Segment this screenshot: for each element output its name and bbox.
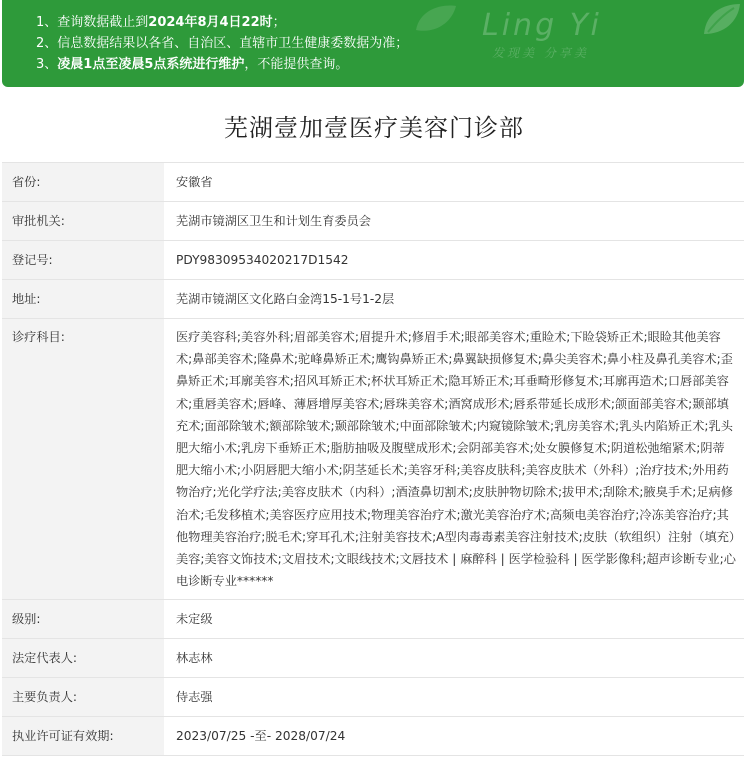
- level-value: 未定级: [164, 600, 744, 639]
- table-row: [2, 717, 744, 756]
- field-label: 法定代表人:: [2, 639, 164, 678]
- field-label: 主要负责人:: [2, 678, 164, 717]
- principal-value: 侍志强: [164, 678, 744, 717]
- table-row: [2, 319, 744, 600]
- table-row: [2, 678, 744, 717]
- legal-representative-value: 林志林: [164, 639, 744, 678]
- field-label: 登记号:: [2, 241, 164, 280]
- table-row: [2, 600, 744, 639]
- notice-line-2: 2、信息数据结果以各省、自治区、直辖市卫生健康委数据为准；: [36, 36, 409, 51]
- table-row: [2, 163, 744, 202]
- table-row: [2, 241, 744, 280]
- field-label: 级别:: [2, 600, 164, 639]
- notice-banner: [2, 0, 744, 87]
- field-label: 执业许可证有效期:: [2, 717, 164, 756]
- field-label: 地址:: [2, 280, 164, 319]
- license-validity-value: 2023/07/25 -至- 2028/07/24: [164, 717, 744, 756]
- clinic-info-table: [2, 162, 744, 756]
- watermark-main: Ling Yi: [482, 8, 602, 43]
- subjects-value: 医疗美容科;美容外科;眉部美容术;眉提升术;修眉手术;眼部美容术;重睑术;下睑袋矫正术;眼睑其他美容术;鼻部美容术;隆鼻术;驼峰鼻矫正术;鹰钩鼻矫正术;鼻翼缺损修复术;鼻尖美容术;鼻小柱及鼻孔美容术;歪鼻矫正术;耳廓美容术;招风耳矫正术;杯状耳矫正术;隐耳矫正术;耳垂畸形修复术;耳廓再造术;口唇部美容术;重唇美容术;唇峰、薄唇增厚美容术;唇珠美容术;酒窝成形术;唇系带延长成形术;颌面部美容术;颞部填充术;面部除皱术;额部除皱术;颞部除皱术;中面部除皱术;内窥镜除皱术;乳房美容术;乳头内陷矫正术;乳头肥大缩小术;乳房下垂矫正术;脂肪抽吸及腹壁成形术;会阴部美容术;处女膜修复术;阴道松弛缩紧术;阴蒂肥大缩小术;小阴唇肥大缩小术;阴茎延长术;美容牙科;美容皮肤科;美容皮肤术（外科）;治疗技术;外用药物治疗;光化学疗法;美容皮肤术（内科）;酒渣鼻切割术;皮肤肿物切除术;拔甲术;刮除术;腋臭手术;足病修治术;毛发移植术;美容医疗应用技术;物理美容治疗术;激光美容治疗术;高频电美容治疗;冷冻美容治疗;其他物理美容治疗;脱毛术;穿耳孔术;注射美容技术;A型肉毒毒素美容注射技术;皮肤（软组织）注射（填充）美容;美容文饰技术;文眉技术;文眼线技术;文唇技术 | 麻醉科 | 医学检验科 | 医学影像科;超声诊断专业;心电诊断专业******: [164, 319, 744, 600]
- authority-value: 芜湖市镜湖区卫生和计划生育委员会: [164, 202, 744, 241]
- field-label: 省份:: [2, 163, 164, 202]
- watermark-sub: 发现美 分享美: [492, 46, 589, 60]
- table-row: [2, 639, 744, 678]
- field-label: 诊疗科目:: [2, 319, 164, 600]
- registration-number-value: PDY98309534020217D1542: [164, 241, 744, 280]
- province-value: 安徽省: [164, 163, 744, 202]
- table-row: [2, 280, 744, 319]
- field-label: 审批机关:: [2, 202, 164, 241]
- address-value: 芜湖市镜湖区文化路白金湾15-1号1-2层: [164, 280, 744, 319]
- table-row: [2, 202, 744, 241]
- page-title: 芜湖壹加壹医疗美容门诊部: [224, 114, 524, 142]
- notice-line-1: 1、查询数据截止到2024年8月4日22时；: [36, 15, 286, 30]
- notice-line-3: 3、凌晨1点至凌晨5点系统进行维护，不能提供查询。: [36, 57, 349, 72]
